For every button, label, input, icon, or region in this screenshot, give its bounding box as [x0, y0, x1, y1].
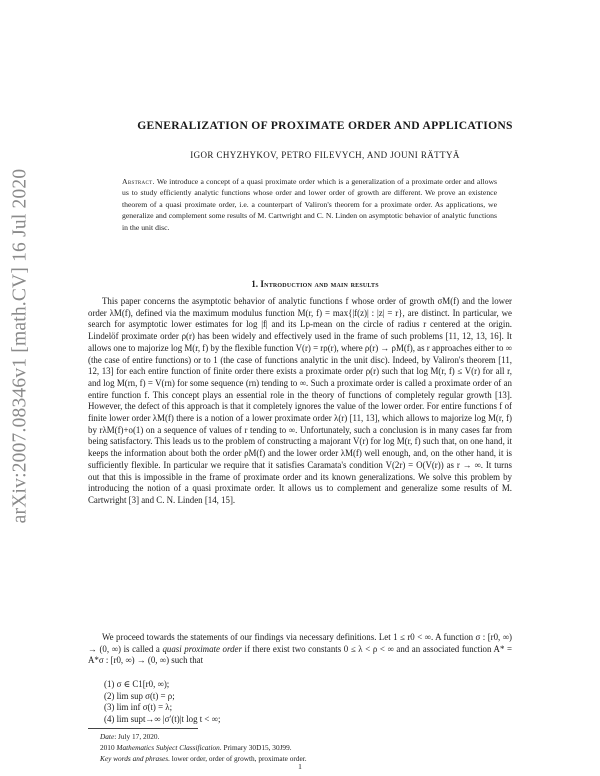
arxiv-stamp-text: arXiv:2007.08346v1 [math.CV] 16 Jul 2020	[9, 168, 31, 524]
keywords-label: Key words and phrases	[100, 754, 169, 763]
date-value: : July 17, 2020.	[114, 732, 160, 741]
page-number: 1	[298, 762, 302, 771]
msc-value: . Primary 30D15, 30J99.	[219, 743, 292, 752]
abstract-text: We introduce a concept of a quasi proximate order which is a generalization of a proximate order and allows us to study efficiently analytic functions whose order and lower order of growth are different. We prove an existence theorem of a quasi proximate order, i.e. a counterpart of Valiron's theorem for a proximate order. As applications, we generalize and complement some results of M. Cartwright and C. N. Linden on asymptotic behavior of analytic functions in the unit disc.	[122, 177, 497, 232]
paragraph-2-end: if there exist two constants 0 ≤ λ < ρ < ∞ and an associated function A* = A*σ : [r0, ∞) → (0, ∞) such that	[88, 643, 512, 666]
footnote-rule	[88, 728, 198, 729]
paper-title: GENERALIZATION OF PROXIMATE ORDER AND APPLICATIONS	[137, 119, 513, 132]
condition-item: (1) σ ∈ C1[r0, ∞);	[104, 679, 170, 689]
footnote-msc	[100, 742, 307, 753]
arxiv-stamp	[7, 112, 33, 580]
paragraph-2	[88, 632, 512, 667]
authors: IGOR CHYZHYKOV, PETRO FILEVYCH, AND JOUNI RÄTTYÄ	[190, 150, 460, 160]
date-label: Date	[100, 732, 115, 741]
footnotes	[100, 731, 307, 764]
msc-year: 2010	[100, 743, 117, 752]
msc-label: Mathematics Subject Classification	[116, 743, 220, 752]
section-number: 1.	[251, 279, 259, 289]
defined-term: quasi proximate order	[162, 643, 242, 654]
paragraph-1: This paper concerns the asymptotic behavior of analytic functions f whose order of growth σM(f) and the lower order λM(f), defined via the maximum modulus function M(r, f) = max{|f(z)| : |z| = r}, are distinct. In particular, we search for asymptotic lower estimates for log |f| and its Lp-mean on the circle of radius r centered at the origin. Lindelöf proximate order ρ(r) has been widely and effectively used in the frame of such problems [11, 12, 13, 16]. It allows one to majorize log M(r, f) by the flexible function V(r) = rρ(r), where ρ(r) → ρM(f), as r approaches either to ∞ (the case of entire functions) or to 1 (the case of functions analytic in the unit disc). Indeed, by Valiron's theorem [11, 12, 13] for each entire function of finite order there exists a proximate order ρ(r) such that log M(r, f) ≤ V(r) for all r, and log M(rn, f) = V(rn) for some sequence (rn) tending to ∞. Such a proximate order is called a proximate order of an entire function f. This concept plays an essential role in the theory of functions of completely regular growth [13]. However, the defect of this approach is that it completely ignores the value of the lower order. For entire functions f of finite lower order λM(f) there is a notion of a lower proximate order λ(r) [11, 13], which allows to majorize log M(r, f) by rλM(f)+o(1) on a sequence of values of r tending to ∞. Unfortunately, such a conclusion is in many cases far from being satisfactory. This leads us to the problem of constructing a majorant V(r) for log M(r, f) such that, on one hand, it keeps the information about both the order ρM(f) and the lower order λM(f) well enough, and, on the other hand, it is sufficiently flexible. In particular we require that it satisfies Caramata's condition V(2r) = O(V(r)) as r → ∞. It turns out that this is impossible in the frame of proximate order and its known generalizations. We solve this problem by introducing the notion of a quasi proximate order. It allows us to complement and generalize some results of M. Cartwright [3] and C. N. Linden [14, 15].	[88, 296, 512, 505]
section-title: Introduction and main results	[260, 279, 379, 289]
condition-item: (3) lim inf σ(t) = λ;	[104, 702, 173, 713]
footnote-date	[100, 731, 307, 742]
condition-list	[104, 679, 220, 726]
paragraph-2-start: We proceed towards the statements of our findings via necessary definitions. Let 1 ≤ r0 < ∞. A function σ : [r0, ∞) → (0, ∞) is called a	[88, 632, 512, 654]
abstract-label: Abstract.	[122, 177, 155, 186]
condition-item: (2) lim sup σ(t) = ρ;	[104, 690, 175, 701]
keywords-value: . lower order, order of growth, proximate order.	[168, 754, 307, 763]
abstract	[122, 176, 497, 233]
section-heading	[70, 279, 560, 289]
condition-item: (4) lim supt→∞ |σ′(t)|t log t < ∞;	[104, 714, 221, 725]
